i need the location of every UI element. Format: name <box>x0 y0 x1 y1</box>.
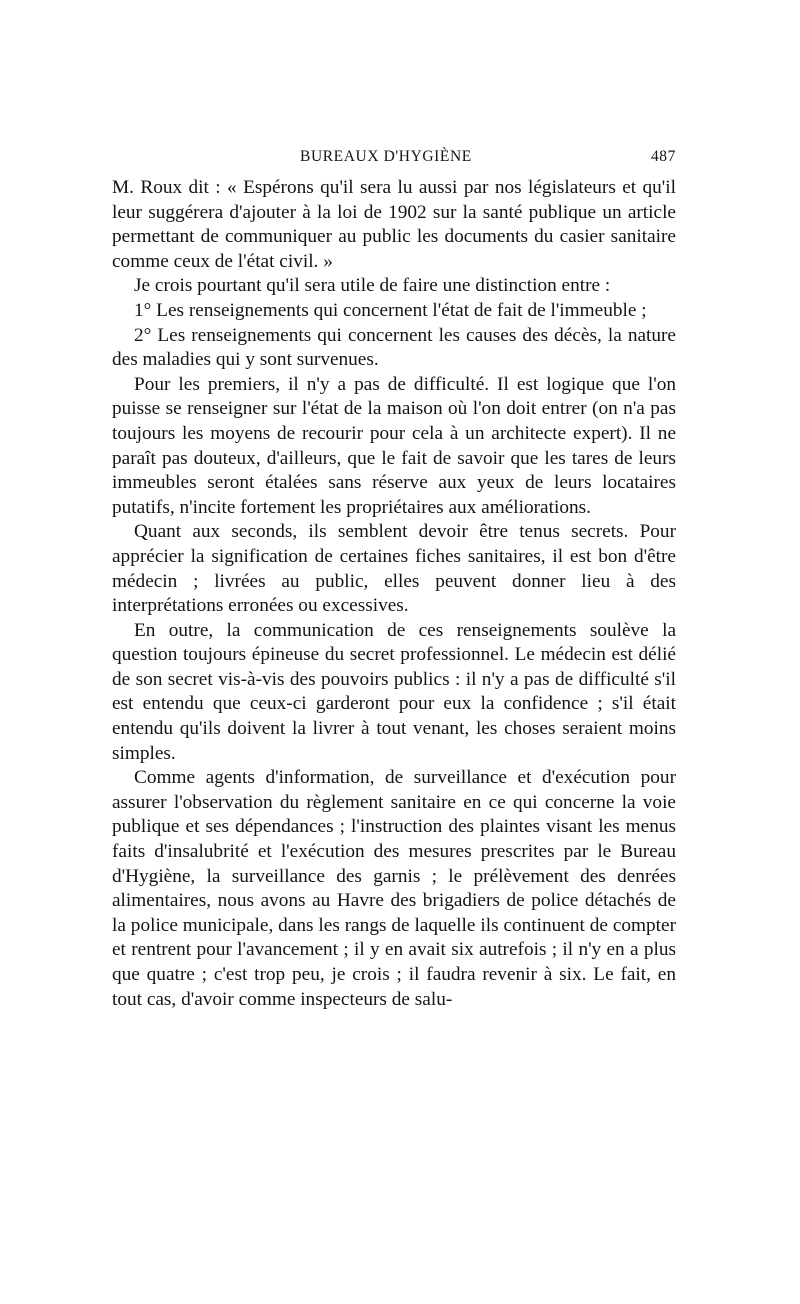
body-text <box>112 176 676 1012</box>
running-header <box>112 148 676 172</box>
paragraph-premiers: Pour les premiers, il n'y a pas de difficulté. Il est logique que l'on puisse se renseigner sur l'état de la maison où l'on doit entrer (on n'a pas toujours les moyens de recourir pour cela à un architecte expert). Il ne paraît pas douteux, d'ailleurs, que le fait de savoir que les tares de leurs immeubles seront étalées sans réserve aux yeux de leurs locataires putatifs, n'incite fortement les propriétaires aux améliorations. <box>112 373 676 518</box>
paragraph-secret-professionnel: En outre, la communication de ces renseignements soulève la question toujours épineuse du secret professionnel. Le médecin est délié de son secret vis-à-vis des pouvoirs publics : il n'y a pas de difficulté s'il est entendu que ceux-ci garderont pour eux la confidence ; s'il était entendu qu'ils doivent la livrer à tout venant, les choses seraient moins simples. <box>112 619 676 764</box>
paragraph-roux-quote: M. Roux dit : « Espérons qu'il sera lu aussi par nos législateurs et qu'il leur suggérera d'ajouter à la loi de 1902 sur la santé publique un article permettant de communiquer au public les documents du casier sanitaire comme ceux de l'état civil. » <box>112 177 676 272</box>
paragraph-point-2: 2° Les renseignements qui concernent les causes des décès, la nature des maladies qui y sont survenues. <box>112 324 676 371</box>
paragraph-seconds: Quant aux seconds, ils semblent devoir être tenus secrets. Pour apprécier la signification de certaines fiches sanitaires, il est bon d'être médecin ; livrées au public, elles peuvent donner lieu à des interprétations erronées ou excessives. <box>112 521 676 617</box>
paragraph-agents: Comme agents d'information, de surveillance et d'exécution pour assurer l'observation du règlement sanitaire en ce qui concerne la voie publique et ses dépendances ; l'instruction des plaintes visant les menus faits d'insalubrité et l'exécution des mesures prescrites par le Bureau d'Hygiène, la surveillance des garnis ; le prélèvement des denrées alimentaires, nous avons au Havre des brigadiers de police détachés de la police municipale, dans les rangs de laquelle ils continuent de compter et rentrent pour l'avancement ; il y en avait six autrefois ; il n'y en a plus que quatre ; c'est trop peu, je crois ; il faudra revenir à six. Le fait, en tout cas, d'avoir comme inspecteurs de salu- <box>112 767 676 1010</box>
book-page <box>112 148 676 1012</box>
page-number: 487 <box>650 148 676 165</box>
running-title: BUREAUX D'HYGIÈNE <box>300 148 472 165</box>
paragraph-distinction: Je crois pourtant qu'il sera utile de faire une distinction entre : <box>134 275 611 297</box>
paragraph-point-1: 1° Les renseignements qui concernent l'état de fait de l'immeuble ; <box>134 299 647 321</box>
